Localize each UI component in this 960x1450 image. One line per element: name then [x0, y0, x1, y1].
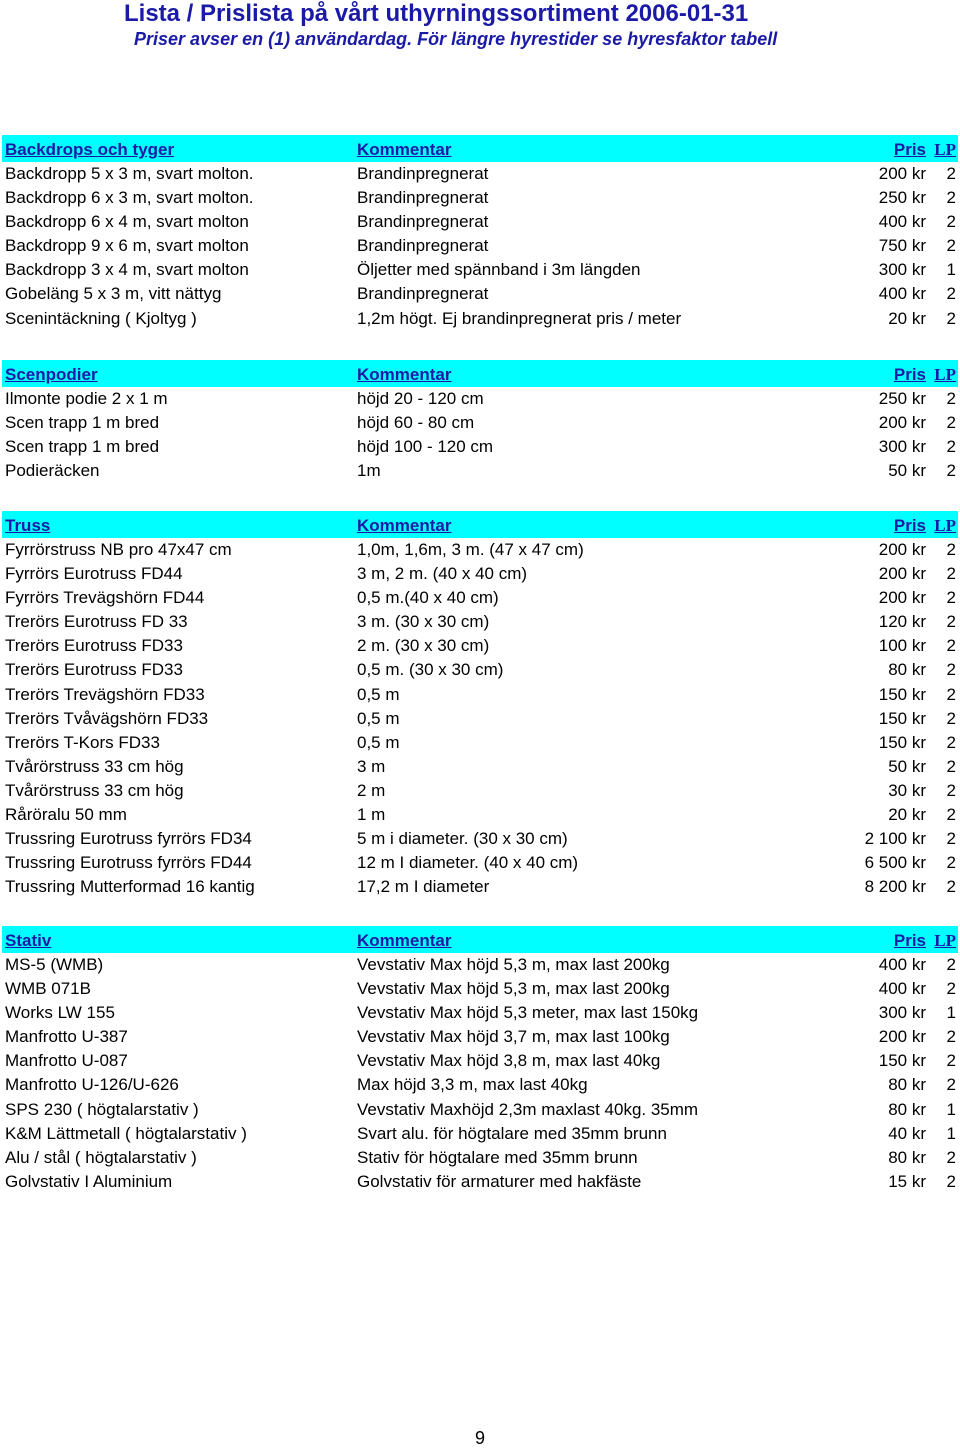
item-name: Scen trapp 1 m bred	[5, 437, 160, 457]
table-row	[2, 562, 958, 586]
table-row	[2, 234, 958, 258]
item-lp: 2	[946, 437, 956, 457]
item-name: Trerörs Trevägshörn FD33	[5, 684, 205, 704]
table-row	[2, 851, 958, 875]
item-name: Trussring Eurotruss fyrrörs FD44	[5, 853, 252, 873]
item-lp: 2	[946, 660, 956, 680]
item-lp: 1	[946, 1123, 956, 1143]
item-price: 120 kr	[878, 612, 926, 632]
item-price: 30 kr	[888, 780, 926, 800]
table-row	[2, 186, 958, 210]
item-price: 200 kr	[878, 540, 926, 559]
item-name: Trussring Mutterformad 16 kantig	[5, 877, 255, 897]
item-comment: Brandinpregnerat	[357, 164, 489, 183]
table-row	[2, 827, 958, 851]
item-price: 20 kr	[888, 308, 926, 328]
section-header	[2, 926, 958, 953]
page-title: Lista / Prislista på vårt uthyrningssortiment 2006-01-31	[124, 0, 749, 27]
table-row	[2, 586, 958, 610]
item-comment: 1 m	[357, 805, 386, 825]
table-row	[2, 1073, 958, 1097]
item-name: SPS 230 ( högtalarstativ )	[5, 1099, 199, 1119]
item-name: Tvårörstruss 33 cm hög	[5, 780, 184, 800]
item-price: 400 kr	[878, 979, 926, 999]
item-name: Ilmonte podie 2 x 1 m	[5, 389, 168, 408]
item-comment: 0,5 m	[357, 684, 400, 704]
table-row	[2, 1170, 958, 1194]
table-row	[2, 1025, 958, 1049]
section-header	[2, 360, 958, 387]
item-comment: Vevstativ Maxhöjd 2,3m maxlast 40kg. 35mm	[357, 1099, 699, 1119]
table-row	[2, 1146, 958, 1170]
item-price: 150 kr	[878, 1051, 926, 1071]
item-comment: 17,2 m I diameter	[357, 877, 490, 897]
item-comment: Brandinpregnerat	[357, 188, 489, 208]
item-lp: 2	[946, 955, 956, 974]
item-price: 150 kr	[878, 732, 926, 752]
item-price: 50 kr	[888, 461, 926, 481]
item-lp: 2	[946, 708, 956, 728]
item-lp: 2	[946, 540, 956, 559]
table-row	[2, 258, 958, 282]
item-lp: 2	[946, 612, 956, 632]
item-price: 8 200 kr	[864, 877, 926, 897]
item-price: 20 kr	[888, 805, 926, 825]
page-subtitle: Priser avser en (1) användardag. För längre hyrestider se hyresfaktor tabell	[134, 29, 778, 49]
item-lp: 2	[946, 732, 956, 752]
item-comment: 3 m, 2 m. (40 x 40 cm)	[357, 564, 528, 584]
table-row	[2, 282, 958, 306]
table-row	[2, 779, 958, 803]
table-row	[2, 634, 958, 658]
item-name: Trussring Eurotruss fyrrörs FD34	[5, 829, 252, 849]
item-price: 300 kr	[878, 437, 926, 457]
item-price: 250 kr	[878, 389, 926, 408]
item-price: 50 kr	[888, 756, 926, 776]
item-name: WMB 071B	[5, 979, 91, 999]
table-row	[2, 210, 958, 234]
column-header-price: Pris	[893, 140, 926, 159]
item-lp: 2	[946, 564, 956, 584]
item-price: 200 kr	[878, 588, 926, 608]
item-comment: Vevstativ Max höjd 5,3 m, max last 200kg	[357, 979, 670, 999]
item-lp: 2	[946, 877, 956, 897]
item-name: Backdropp 6 x 3 m, svart molton.	[5, 188, 254, 208]
item-name: Fyrrörstruss NB pro 47x47 cm	[5, 540, 232, 559]
item-name: Trerörs Tvåvägshörn FD33	[5, 708, 209, 728]
item-price: 150 kr	[878, 708, 926, 728]
item-comment: Vevstativ Max höjd 3,7 m, max last 100kg	[357, 1027, 670, 1047]
table-row	[2, 683, 958, 707]
item-comment: 5 m i diameter. (30 x 30 cm)	[357, 829, 568, 849]
item-comment: höjd 100 - 120 cm	[357, 437, 494, 457]
item-comment: Vevstativ Max höjd 3,8 m, max last 40kg	[357, 1051, 661, 1071]
price-section	[2, 360, 958, 483]
item-lp: 2	[946, 1171, 956, 1191]
item-lp: 2	[946, 756, 956, 776]
item-name: Alu / stål ( högtalarstativ )	[5, 1147, 197, 1167]
item-comment: 3 m. (30 x 30 cm)	[357, 612, 490, 632]
item-lp: 2	[946, 636, 956, 656]
item-comment: Vevstativ Max höjd 5,3 meter, max last 150kg	[357, 1003, 699, 1023]
item-lp: 1	[946, 1099, 956, 1119]
item-lp: 2	[946, 164, 956, 183]
item-name: Golvstativ I Aluminium	[5, 1171, 173, 1191]
section-title: Backdrops och tyger	[5, 140, 175, 159]
item-comment: höjd 20 - 120 cm	[357, 389, 484, 408]
section-header	[2, 511, 958, 538]
table-row	[2, 658, 958, 682]
item-lp: 2	[946, 236, 956, 256]
item-lp: 2	[946, 588, 956, 608]
column-header-comment: Kommentar	[357, 516, 452, 535]
item-price: 80 kr	[888, 660, 926, 680]
column-header-lp: LP	[934, 140, 956, 159]
item-comment: Brandinpregnerat	[357, 212, 489, 232]
item-lp: 2	[946, 188, 956, 208]
item-name: Trerörs Eurotruss FD 33	[5, 612, 188, 632]
table-row	[2, 707, 958, 731]
item-comment: höjd 60 - 80 cm	[357, 413, 475, 433]
item-name: Råröralu 50 mm	[5, 805, 127, 825]
item-lp: 1	[946, 1003, 956, 1023]
column-header-comment: Kommentar	[357, 140, 452, 159]
item-name: Tvårörstruss 33 cm hög	[5, 756, 184, 776]
item-comment: Vevstativ Max höjd 5,3 m, max last 200kg	[357, 955, 670, 974]
item-comment: Max höjd 3,3 m, max last 40kg	[357, 1075, 588, 1095]
item-price: 80 kr	[888, 1099, 926, 1119]
item-lp: 2	[946, 780, 956, 800]
item-name: Scen trapp 1 m bred	[5, 413, 160, 433]
item-comment: 1,2m högt. Ej brandinpregnerat pris / meter	[357, 308, 682, 328]
column-header-lp: LP	[934, 365, 956, 384]
item-name: Backdropp 5 x 3 m, svart molton.	[5, 164, 254, 183]
item-price: 400 kr	[878, 955, 926, 974]
item-price: 2 100 kr	[864, 829, 926, 849]
item-comment: Brandinpregnerat	[357, 284, 489, 304]
table-row	[2, 1098, 958, 1122]
item-comment: Golvstativ för armaturer med hakfäste	[357, 1171, 642, 1191]
item-name: Backdropp 6 x 4 m, svart molton	[5, 212, 249, 232]
item-lp: 2	[946, 1147, 956, 1167]
table-row	[2, 459, 958, 483]
item-name: Manfrotto U-387	[5, 1027, 128, 1047]
item-lp: 2	[946, 413, 956, 433]
table-row	[2, 411, 958, 435]
item-price: 400 kr	[878, 212, 926, 232]
item-comment: 1,0m, 1,6m, 3 m. (47 x 47 cm)	[357, 540, 584, 559]
item-price: 300 kr	[878, 260, 926, 280]
item-name: Trerörs Eurotruss FD33	[5, 636, 183, 656]
item-price: 750 kr	[878, 236, 926, 256]
column-header-price: Pris	[893, 365, 926, 384]
item-price: 300 kr	[878, 1003, 926, 1023]
section-title: Scenpodier	[5, 365, 98, 384]
price-section	[2, 511, 958, 899]
table-row	[2, 803, 958, 827]
column-header-price: Pris	[893, 516, 926, 535]
item-comment: 0,5 m.(40 x 40 cm)	[357, 588, 499, 608]
item-price: 80 kr	[888, 1147, 926, 1167]
item-lp: 2	[946, 979, 956, 999]
item-lp: 2	[946, 1027, 956, 1047]
item-price: 100 kr	[878, 636, 926, 656]
price-section	[2, 926, 958, 1194]
item-name: Scenintäckning ( Kjoltyg )	[5, 308, 197, 328]
item-name: Works LW 155	[5, 1003, 115, 1023]
table-row	[2, 387, 958, 411]
table-row	[2, 610, 958, 634]
page-number: 9	[474, 1428, 485, 1448]
item-name: Podieräcken	[5, 461, 100, 481]
table-row	[2, 731, 958, 755]
item-comment: 2 m	[357, 780, 386, 800]
item-comment: 0,5 m. (30 x 30 cm)	[357, 660, 504, 680]
table-row	[2, 755, 958, 779]
item-comment: 2 m. (30 x 30 cm)	[357, 636, 490, 656]
item-lp: 2	[946, 1051, 956, 1071]
section-title: Stativ	[5, 931, 52, 950]
table-row	[2, 953, 958, 977]
item-price: 40 kr	[888, 1123, 926, 1143]
table-row	[2, 1122, 958, 1146]
item-lp: 2	[946, 684, 956, 704]
table-row	[2, 162, 958, 186]
table-row	[2, 1001, 958, 1025]
item-comment: Stativ för högtalare med 35mm brunn	[357, 1147, 638, 1167]
column-header-comment: Kommentar	[357, 931, 452, 950]
item-lp: 2	[946, 853, 956, 873]
item-price: 200 kr	[878, 1027, 926, 1047]
item-name: K&M Lättmetall ( högtalarstativ )	[5, 1123, 247, 1143]
table-row	[2, 875, 958, 899]
column-header-price: Pris	[893, 931, 926, 950]
item-lp: 2	[946, 212, 956, 232]
item-price: 400 kr	[878, 284, 926, 304]
item-name: Manfrotto U-126/U-626	[5, 1075, 179, 1095]
item-lp: 2	[946, 829, 956, 849]
item-comment: 0,5 m	[357, 708, 400, 728]
item-lp: 2	[946, 389, 956, 408]
item-price: 80 kr	[888, 1075, 926, 1095]
item-name: Backdropp 3 x 4 m, svart molton	[5, 260, 249, 280]
table-row	[2, 538, 958, 562]
item-price: 15 kr	[888, 1171, 926, 1191]
item-name: Fyrrörs Eurotruss FD44	[5, 564, 183, 584]
column-header-lp: LP	[934, 516, 956, 535]
column-header-lp: LP	[934, 931, 956, 950]
table-row	[2, 435, 958, 459]
item-name: Trerörs Eurotruss FD33	[5, 660, 183, 680]
section-header	[2, 135, 958, 162]
item-name: Fyrrörs Trevägshörn FD44	[5, 588, 205, 608]
item-comment: 1m	[357, 461, 381, 481]
item-price: 150 kr	[878, 684, 926, 704]
item-lp: 2	[946, 284, 956, 304]
item-name: MS-5 (WMB)	[5, 955, 104, 974]
item-lp: 2	[946, 1075, 956, 1095]
item-lp: 2	[946, 805, 956, 825]
item-comment: 12 m I diameter. (40 x 40 cm)	[357, 853, 579, 873]
section-title: Truss	[5, 516, 51, 535]
item-name: Backdropp 9 x 6 m, svart molton	[5, 236, 249, 256]
item-comment: 3 m	[357, 756, 386, 776]
item-lp: 2	[946, 308, 956, 328]
item-lp: 1	[946, 260, 956, 280]
item-price: 200 kr	[878, 164, 926, 183]
item-price: 200 kr	[878, 413, 926, 433]
item-lp: 2	[946, 461, 956, 481]
price-section	[2, 135, 958, 331]
item-comment: 0,5 m	[357, 732, 400, 752]
item-name: Trerörs T-Kors FD33	[5, 732, 160, 752]
item-name: Gobeläng 5 x 3 m, vitt nättyg	[5, 284, 222, 304]
item-comment: Svart alu. för högtalare med 35mm brunn	[357, 1123, 667, 1143]
table-row	[2, 307, 958, 331]
item-price: 200 kr	[878, 564, 926, 584]
table-row	[2, 977, 958, 1001]
table-row	[2, 1049, 958, 1073]
item-price: 6 500 kr	[864, 853, 926, 873]
item-name: Manfrotto U-087	[5, 1051, 128, 1071]
column-header-comment: Kommentar	[357, 365, 452, 384]
item-comment: Öljetter med spännband i 3m längden	[357, 260, 641, 280]
item-comment: Brandinpregnerat	[357, 236, 489, 256]
item-price: 250 kr	[878, 188, 926, 208]
